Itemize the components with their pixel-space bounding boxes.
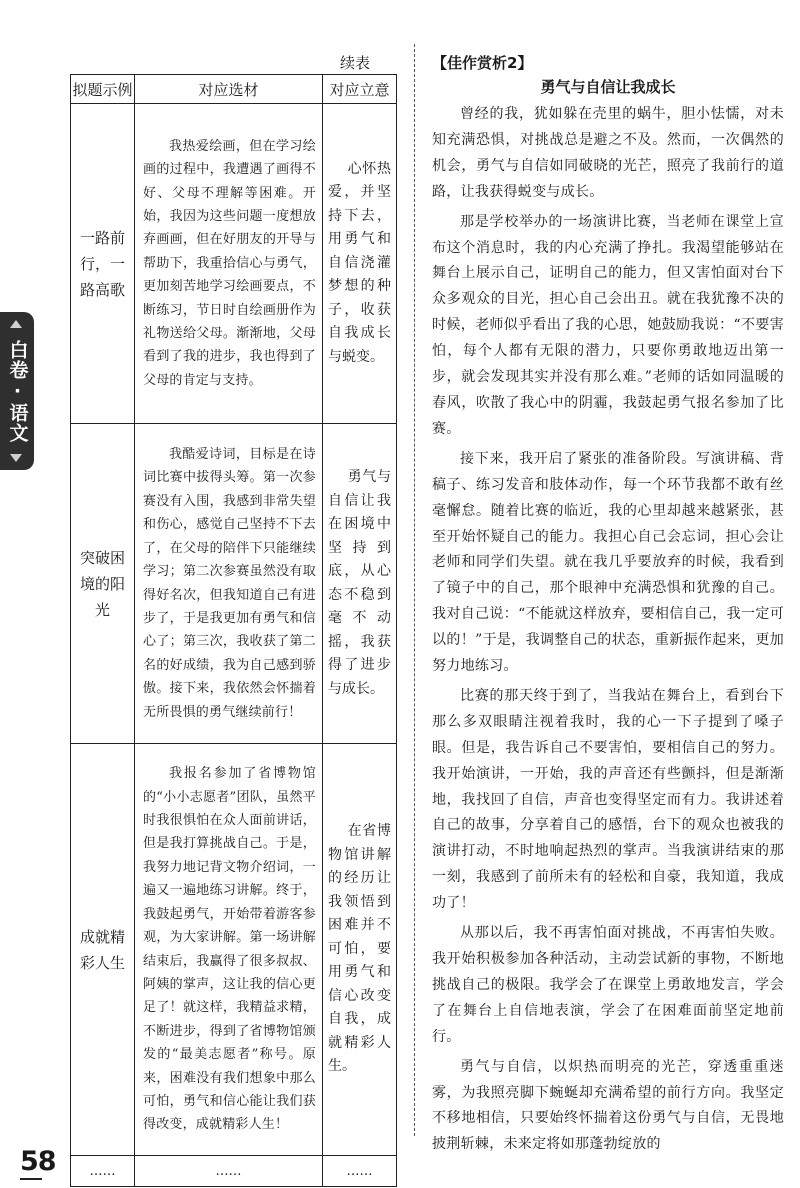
title-example-text: 成就精彩人生 [79, 927, 125, 972]
title-example-text: …… [89, 1163, 116, 1179]
side-tab-label: 白卷·语文 [6, 339, 29, 443]
table-row [71, 1156, 397, 1187]
material-cell [135, 424, 323, 744]
triangle-down-icon [10, 454, 22, 462]
essay-paragraph: 那是学校举办的一场演讲比赛，当老师在课堂上宣布这个消息时，我的内心充满了挣扎。我渴望能够站在舞台上展示自己，证明自己的能力，但又害怕面对台下众多观众的目光，担心自己会出丑。就在我犹豫不决的时候，老师似乎看出了我的心思，她鼓励我说：“不要害怕，每个人都有无限的潜力，只要你勇敢地迈出第一步，就会发现其实并没有那么难。”老师的话如同温暖的春风，吹散了我心中的阴霾，我鼓起勇气报名参加了比赛。 [432, 213, 784, 437]
title-example-cell [71, 104, 135, 424]
title-example-text: 一路前行，一路高歌 [79, 228, 125, 299]
material-cell [135, 1156, 323, 1187]
table-row [71, 424, 397, 744]
table-header-row [71, 75, 397, 104]
continued-label: 续表 [340, 54, 371, 72]
title-example-cell [71, 744, 135, 1156]
essay-title: 勇气与自信让我成长 [540, 78, 676, 96]
page-number: 58 [20, 1146, 56, 1177]
subject-side-tab [0, 312, 34, 470]
essay-paragraph: 勇气与自信，以炽热而明亮的光芒，穿透重重迷雾，为我照亮脚下蜿蜒却充满希望的前行方向。我坚定不移地相信，只要始终怀揣着这份勇气与自信，无畏地披荆斩棘，未来定将如那蓬勃绽放的 [432, 1058, 784, 1153]
page-number-rule [20, 1178, 42, 1180]
essay-paragraph: 曾经的我，犹如躲在壳里的蜗牛，胆小怯懦，对未知充满恐惧，对挑战总是避之不及。然而，一次偶然的机会，勇气与自信如同破晓的光芒，照亮了我前行的道路，让我获得蜕变与成长。 [432, 106, 784, 200]
theme-text: 心怀热爱，并坚持下去，用勇气和自信浇灌梦想的种子，收获自我成长与蜕变。 [328, 160, 391, 365]
title-example-text: 突破困境的阳光 [79, 548, 125, 619]
material-text: 我报名参加了省博物馆的“小小志愿者”团队，虽然平时我很惧怕在众人面前讲话，但是我打算挑战自己。于是，我努力地记背文物介绍词，一遍又一遍地练习讲解。终于，我鼓起勇气，开始带着游客参观，为大家讲解。第一场讲解结束后，我赢得了很多叔叔、阿姨的掌声，这让我的信心更足了！就这样，我精益求精，不断进步，得到了省博物馆颁发的“最美志愿者”称号。原来，困难没有我们想象中那么可怕，勇气和信心能让我们获得改变，成就精彩人生！ [143, 766, 316, 1133]
essay-paragraph: 比赛的那天终于到了，当我站在舞台上，看到台下那么多双眼睛注视着我时，我的心一下子提到了嗓子眼。但是，我告诉自己不要害怕，要相信自己的努力。我开始演讲，一开始，我的声音还有些颤抖，但是渐渐地，我找回了自信，声音也变得坚定而有力。我讲述着自己的故事，分享着自己的感悟，台下的观众也被我的演讲打动，不时地响起热烈的掌声。当我演讲结束的那一刻，我感到了前所未有的轻松和自豪，我知道，我成功了！ [432, 687, 784, 912]
topic-material-table [70, 74, 397, 1187]
triangle-up-icon [10, 320, 22, 328]
theme-cell [323, 1156, 397, 1187]
theme-cell [323, 424, 397, 744]
theme-text: 勇气与自信让我在困境中坚持到底，从心态不稳到毫不动摇，我获得了进步与成长。 [328, 469, 391, 697]
theme-text: 在省博物馆讲解的经历让我领悟到困难并不可怕，要用勇气和信心改变自我，成就精彩人生。 [328, 823, 391, 1075]
title-example-cell [71, 424, 135, 744]
essay-paragraph: 从那以后，我不再害怕面对挑战，不再害怕失败。我开始积极参加各种活动，主动尝试新的事物，不断地挑战自己的极限。我学会了在课堂上勇敢地发言，学会了在舞台上自信地表演，学会了在困难面前坚定地前行。 [432, 925, 784, 1045]
essay-section [432, 52, 784, 1162]
header-material: 对应选材 [135, 75, 323, 104]
table-row [71, 104, 397, 424]
theme-cell [323, 104, 397, 424]
header-title-example: 拟题示例 [71, 75, 135, 104]
header-theme: 对应立意 [323, 75, 397, 104]
material-cell [135, 744, 323, 1156]
essay-section-label: 【佳作赏析2】 [432, 54, 533, 72]
material-text: 我热爱绘画，但在学习绘画的过程中，我遭遇了画得不好、父母不理解等困难。开始，我因为这些问题一度想放弃画画，但在好朋友的开导与帮助下，我重拾信心与勇气，更加刻苦地学习绘画要点，不断练习，节日时自绘画册作为礼物送给父母。渐渐地，父母看到了我的进步，我也得到了父母的肯定与支持。 [143, 138, 316, 388]
theme-text: …… [346, 1163, 373, 1179]
theme-cell [323, 744, 397, 1156]
material-text: 我酷爱诗词，目标是在诗词比赛中拔得头筹。第一次参赛没有入围，我感到非常失望和伤心，感觉自己坚持不下去了，在父母的陪伴下只能继续学习；第二次参赛虽然没有取得好名次，但我知道自己有进步了，于是我更加有勇气和信心了；第三次，我收获了第二名的好成绩，我为自己感到骄傲。接下来，我依然会怀揣着无所畏惧的勇气继续前行！ [143, 447, 316, 720]
essay-paragraph: 接下来，我开启了紧张的准备阶段。写演讲稿、背稿子、练习发音和肢体动作，每一个环节我都不敢有丝毫懈怠。随着比赛的临近，我的心里却越来越紧张，甚至开始怀疑自己的能力。我担心自己会忘词，担心会让老师和同学们失望。就在我几乎要放弃的时候，我看到了镜子中的自己，那个眼神中充满恐惧和犹豫的自己。我对自己说：“不能就这样放弃，要相信自己，我一定可以的！”于是，我调整自己的状态，重新振作起来，更加努力地练习。 [432, 450, 784, 675]
material-cell [135, 104, 323, 424]
table-row [71, 744, 397, 1156]
column-divider [414, 44, 415, 1136]
material-text: …… [215, 1163, 242, 1179]
title-example-cell [71, 1156, 135, 1187]
